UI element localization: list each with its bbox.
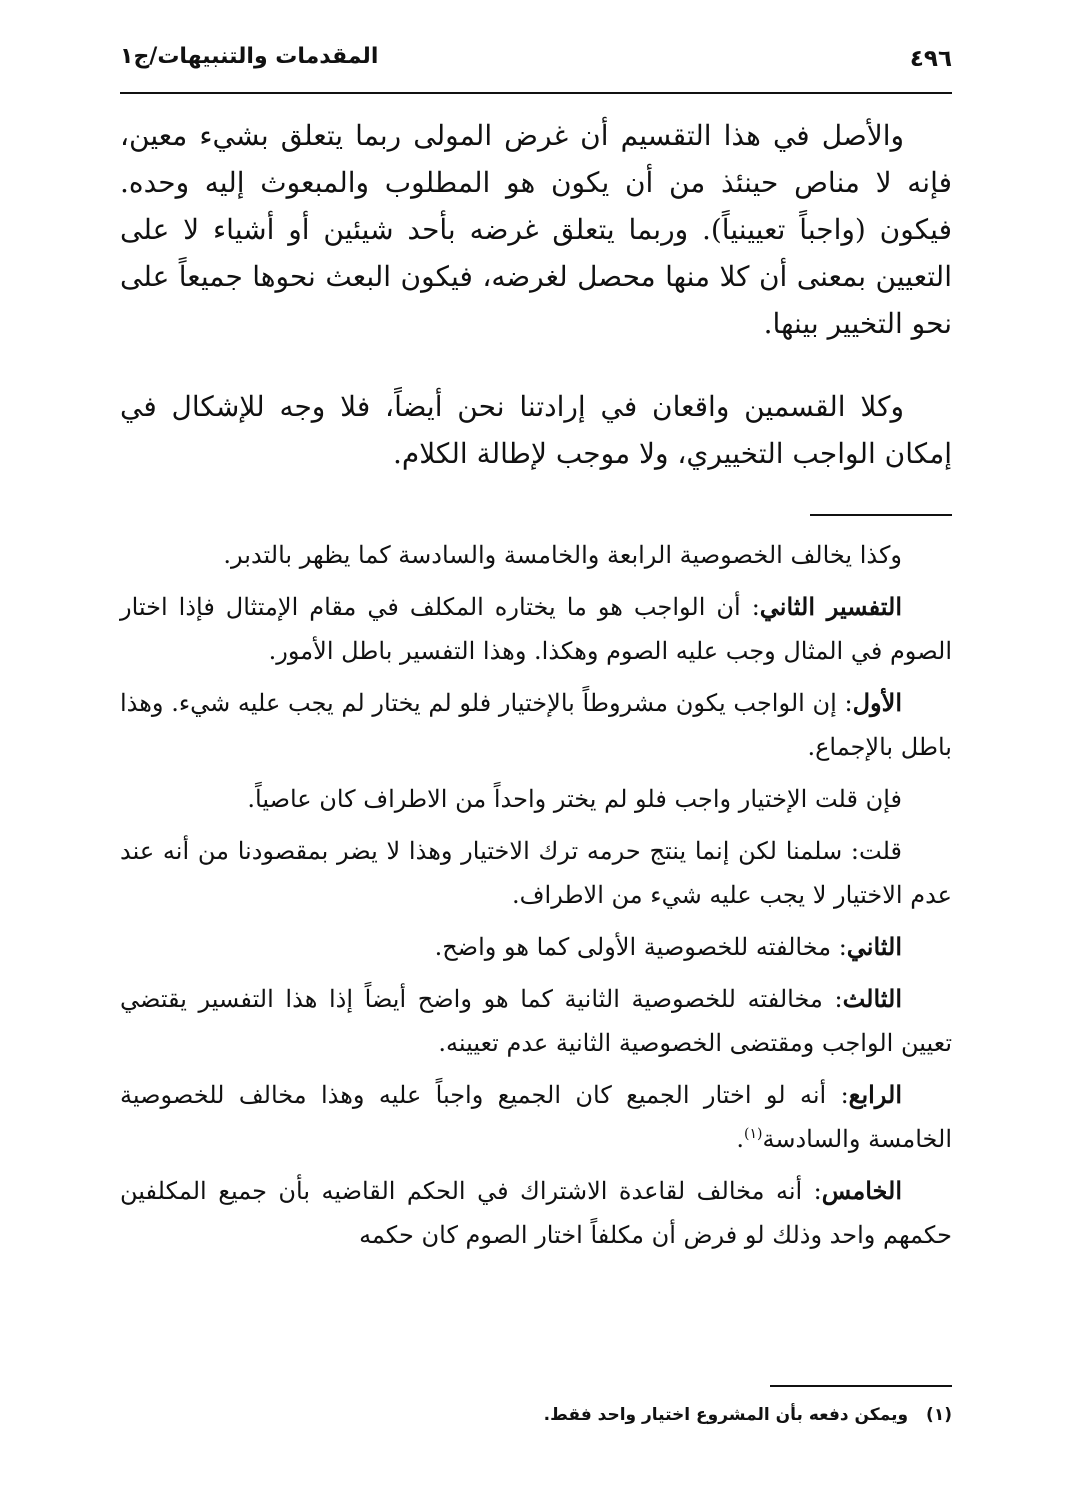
main-paragraph: وكلا القسمين واقعان في إرادتنا نحن أيضاً، فلا وجه للإشكال في إمكان الواجب التخييري، ولا موجب لإطالة الكلام. [120,390,952,470]
commentary-text: : أنه مخالف لقاعدة الاشتراك في الحكم القاضيه بأن جميع المكلفين حكمهم واحد وذلك لو فرض أن مكلفاً اختار الصوم كان حكمه [120,1177,952,1249]
page-number: ٤٩٦ [909,46,952,72]
commentary-paragraph [120,1073,952,1161]
commentary-block [120,533,952,1265]
commentary-divider [810,514,952,516]
commentary-text: : مخالفته للخصوصية الأولى كما هو واضح. [434,933,847,961]
footnote-marker: (١) [926,1405,952,1425]
commentary-term: الأول [852,688,902,717]
commentary-term: التفسير الثاني [759,592,902,621]
commentary-paragraph: فإن قلت الإختيار واجب فلو لم يختر واحداً من الاطراف كان عاصياً. [247,785,902,813]
main-paragraph: والأصل في هذا التقسيم أن غرض المولى ربما يتعلق بشيء معين، فإنه لا مناص حينئذ من أن يكون هو المطلوب والمبعوث إليه وحده. فيكون (واجباً تعيينياً). وربما يتعلق غرضه بأحد شيئين أو أشياء لا على التعيين بمعنى أن كلا منها محصل لغرضه، فيكون البعث نحوها جميعاً على نحو التخيير بينها. [120,119,952,340]
commentary-paragraph [120,925,952,969]
commentary-term: الثاني [846,932,902,961]
header-rule [120,92,952,94]
running-title: المقدمات والتنبيهات/ج١ [120,44,379,69]
commentary-text: : أنه لو اختار الجميع كان الجميع واجباً عليه وهذا مخالف للخصوصية الخامسة والسادسة [120,1081,952,1153]
commentary-text: : إن الواجب يكون مشروطاً بالإختيار فلو لم يختار لم يجب عليه شيء. وهذا باطل بالإجماع. [120,689,952,761]
commentary-paragraph [120,681,952,769]
commentary-text: : مخالفته للخصوصية الثانية كما هو واضح أيضاً إذا هذا التفسير يقتضي تعيين الواجب ومقتضى الخصوصية الثانية عدم تعيينه. [120,985,952,1057]
commentary-paragraph: قلت: سلمنا لكن إنما ينتج حرمه ترك الاختيار وهذا لا يضر بمقصودنا من أنه عند عدم الاختيار لا يجب عليه شيء من الاطراف. [120,837,952,909]
commentary-text: . [736,1125,745,1153]
footnote-reference[interactable]: (١) [744,1126,763,1142]
commentary-term: الرابع [848,1080,903,1109]
commentary-text: : أن الواجب هو ما يختاره المكلف في مقام الإمتثال فإذا اختار الصوم في المثال وجب عليه الصوم وهكذا. وهذا التفسير باطل الأمور. [120,593,952,665]
commentary-paragraph [120,1169,952,1257]
commentary-paragraph: وكذا يخالف الخصوصية الرابعة والخامسة والسادسة كما يظهر بالتدبر. [223,541,902,569]
footnote-text: ويمكن دفعه بأن المشروع اختيار واحد فقط. [543,1405,909,1425]
footnote-divider [770,1385,952,1387]
main-text [120,112,952,477]
footnote [120,1400,952,1430]
commentary-paragraph [120,977,952,1065]
commentary-term: الثالث [842,984,902,1013]
commentary-paragraph [120,585,952,673]
running-header [120,44,952,84]
commentary-term: الخامس [821,1176,902,1205]
